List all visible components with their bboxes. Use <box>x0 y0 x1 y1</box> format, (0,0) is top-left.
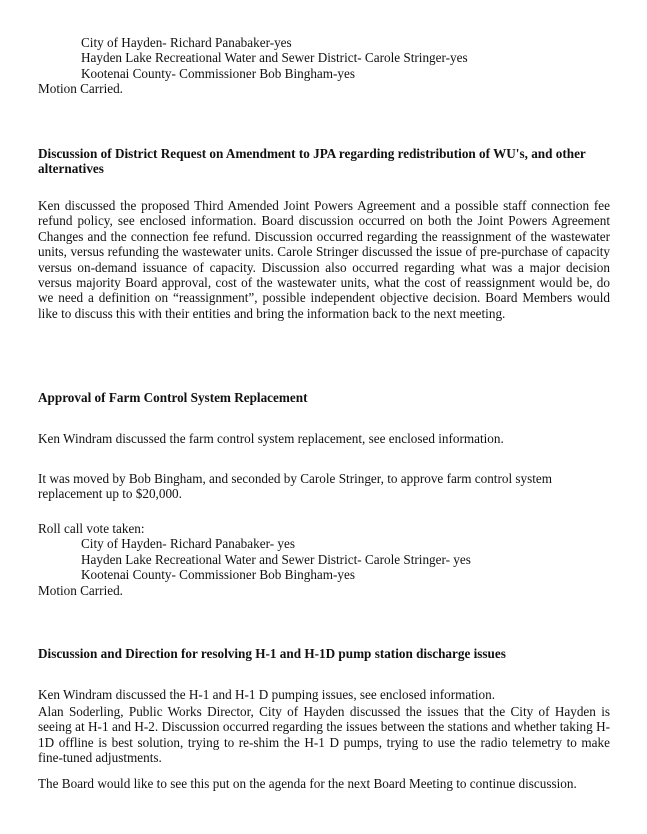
vote-line: Hayden Lake Recreational Water and Sewer District- Carole Stringer- yes <box>81 551 471 567</box>
vote-list-1 <box>38 35 610 81</box>
farm-para-2: It was moved by Bob Bingham, and seconded by Carole Stringer, to approve farm control system replacement up to $20,000. <box>38 471 553 502</box>
section-body-jpa: Ken discussed the proposed Third Amended Joint Powers Agreement and a possible staff connection fee refund policy, see enclosed information. Board discussion occurred on both the Joint Powers Agreement Changes and the connection fee refund. Discussion occurred regarding the reassignment of the wastewater units, versus refunding the wastewater units. Carole Stringer discussed the issue of pre-purchase of capacity versus on-demand issuance of capacity. Discussion also occurred regarding what was a major decision versus majority Board approval, cost of the wastewater units, what the cost of reassignment would be, do we need a definition on “reassignment”, possible independent objective decision. Board Members would like to discuss this with their entities and bring the information back to the next meeting. <box>38 198 610 321</box>
farm-para-1: Ken Windram discussed the farm control system replacement, see enclosed information. <box>38 431 504 446</box>
vote-line: City of Hayden- Richard Panabaker- yes <box>81 536 295 552</box>
vote-line: Kootenai County- Commissioner Bob Bingham-yes <box>81 567 355 583</box>
roll-call-label: Roll call vote taken: <box>38 521 145 536</box>
vote-line: Kootenai County- Commissioner Bob Bingham-yes <box>81 65 355 81</box>
section-heading-jpa: Discussion of District Request on Amendment to JPA regarding redistribution of WU's, and other alternatives <box>38 146 586 177</box>
vote-block-2 <box>38 521 610 598</box>
motion-result: Motion Carried. <box>38 582 123 598</box>
vote-block-1 <box>38 35 610 97</box>
motion-result: Motion Carried. <box>38 81 123 97</box>
vote-line: Hayden Lake Recreational Water and Sewer District- Carole Stringer-yes <box>81 50 468 66</box>
section-heading-farm: Approval of Farm Control System Replacement <box>38 390 308 405</box>
pump-para-3: The Board would like to see this put on the agenda for the next Board Meeting to continue discussion. <box>38 776 577 791</box>
vote-list-2 <box>38 536 610 582</box>
pump-para-2: Alan Soderling, Public Works Director, City of Hayden discussed the issues that the City of Hayden is seeing at H-1 and H-2. Discussion occurred regarding the issues between the stations and whether taking H-1D offline is best solution, trying to re-shim the H-1 D pumps, trying to use the radio telemetry to make fine-tuned adjustments. <box>38 704 610 766</box>
vote-line: City of Hayden- Richard Panabaker-yes <box>81 35 292 50</box>
section-heading-pump: Discussion and Direction for resolving H-1 and H-1D pump station discharge issues <box>38 646 506 661</box>
pump-para-1: Ken Windram discussed the H-1 and H-1 D pumping issues, see enclosed information. <box>38 687 496 702</box>
